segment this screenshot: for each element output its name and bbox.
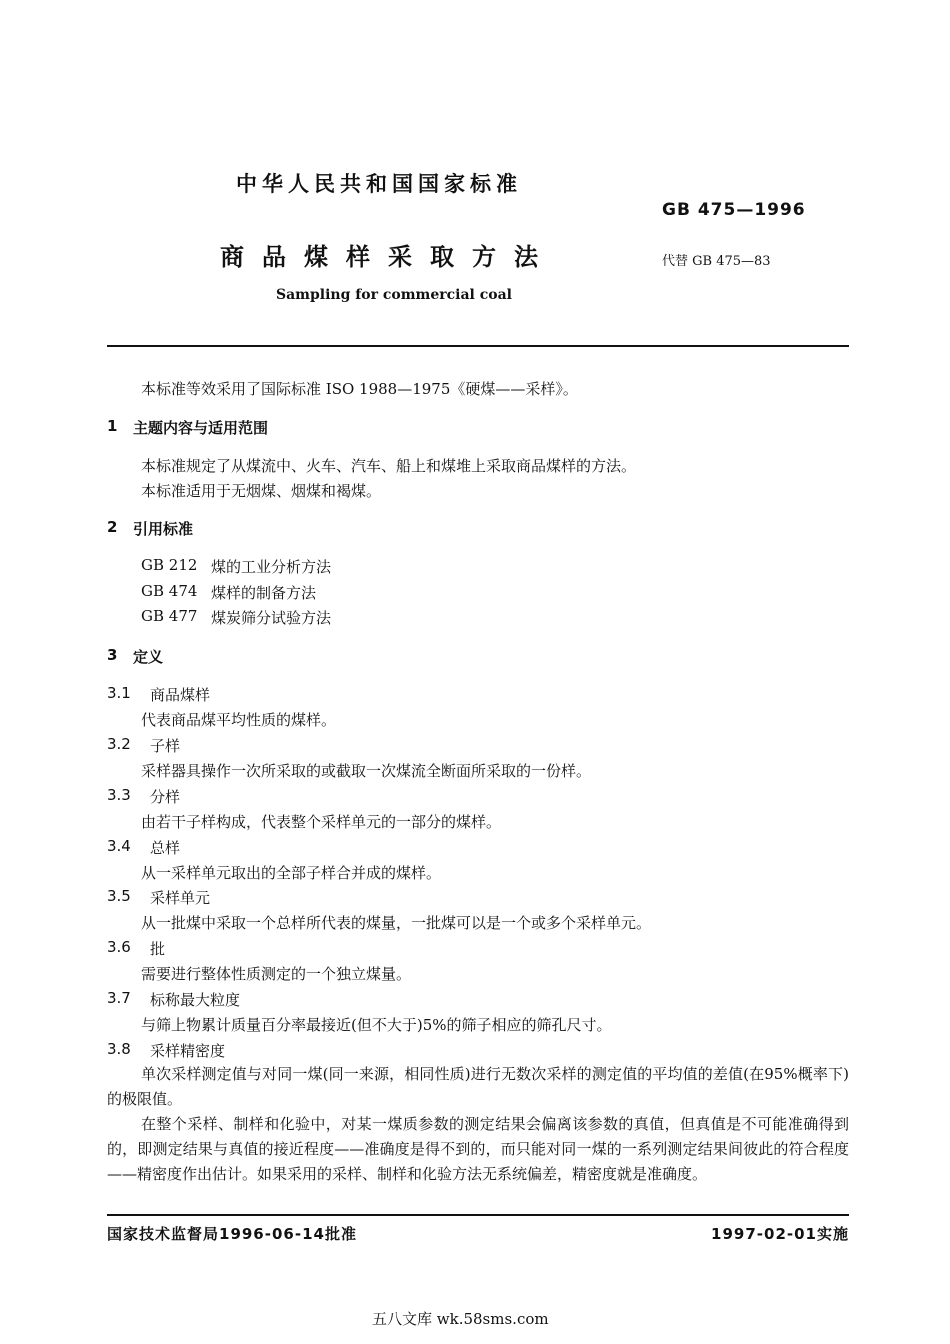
definition-number: 3.5: [107, 887, 131, 905]
definition-term: 分样: [150, 788, 181, 806]
ref-code: GB 477: [141, 607, 198, 625]
intro-text: 本标准等效采用了国际标准 ISO 1988—1975《硬煤——采样》。: [141, 380, 578, 398]
section-1-line: 本标准规定了从煤流中、火车、汽车、船上和煤堆上采取商品煤样的方法。: [141, 457, 637, 475]
definition-number: 3.4: [107, 837, 131, 855]
section-1-heading: 主题内容与适用范围: [133, 419, 269, 437]
definition-text: 采样器具操作一次所采取的或截取一次煤流全断面所采取的一份样。: [141, 762, 592, 780]
definition-text: 与筛上物累计质量百分率最接近(但不大于)5%的筛子相应的筛孔尺寸。: [141, 1016, 612, 1034]
definition-number: 3.2: [107, 735, 131, 753]
definition-text: 从一采样单元取出的全部子样合并成的煤样。: [141, 864, 442, 882]
definition-text: 由若干子样构成，代表整个采样单元的一部分的煤样。: [141, 813, 502, 831]
section-1-line: 本标准适用于无烟煤、烟煤和褐煤。: [141, 482, 382, 500]
watermark-text: 五八文库 wk.58sms.com: [372, 1310, 549, 1328]
english-title: Sampling for commercial coal: [276, 287, 513, 303]
definition-term: 标称最大粒度: [150, 991, 241, 1009]
ref-title: 煤炭筛分试验方法: [211, 609, 332, 627]
definition-term: 总样: [150, 839, 181, 857]
definition-number: 3.6: [107, 938, 131, 956]
definition-number: 3.3: [107, 786, 131, 804]
definition-text: 代表商品煤平均性质的煤样。: [141, 711, 337, 729]
section-2-heading: 引用标准: [133, 520, 194, 538]
ref-code: GB 212: [141, 556, 198, 574]
definition-term: 商品煤样: [150, 686, 211, 704]
definition-number: 3.1: [107, 684, 131, 702]
section-1-number: 1: [107, 417, 118, 435]
effective-date: 1997-02-01实施: [711, 1225, 849, 1243]
replaces-note: 代替 GB 475—83: [662, 254, 771, 269]
footer-rule: [107, 1214, 849, 1216]
org-title: 中华人民共和国国家标准: [236, 172, 522, 196]
document-title: 商品煤样采取方法: [220, 243, 556, 271]
definition-term: 子样: [150, 737, 181, 755]
ref-title: 煤样的制备方法: [211, 584, 317, 602]
approval-note: 国家技术监督局1996-06-14批准: [107, 1225, 357, 1243]
ref-code: GB 474: [141, 582, 198, 600]
definition-term: 批: [150, 940, 166, 958]
definition-number: 3.7: [107, 989, 131, 1007]
section-3-heading: 定义: [133, 648, 164, 666]
definition-text: 需要进行整体性质测定的一个独立煤量。: [141, 965, 412, 983]
header-rule: [107, 345, 849, 347]
definition-number: 3.8: [107, 1040, 131, 1058]
definition-term: 采样单元: [150, 889, 211, 907]
ref-title: 煤的工业分析方法: [211, 558, 332, 576]
definition-term: 采样精密度: [150, 1042, 226, 1060]
standard-number: GB 475—1996: [662, 200, 806, 220]
section-3-number: 3: [107, 646, 118, 664]
definition-paragraph: 在整个采样、制样和化验中，对某一煤质参数的测定结果会偏离该参数的真值，但真值是不可能准确得到的，即测定结果与真值的接近程度——准确度是得不到的，而只能对同一煤的一系列测定结果间彼此的符合程度——精密度作出估计。如果采用的采样、制样和化验方法无系统偏差，精密度就是准确度。: [107, 1115, 849, 1183]
section-2-number: 2: [107, 518, 118, 536]
definition-paragraph: 单次采样测定值与对同一煤(同一来源，相同性质)进行无数次采样的测定值的平均值的差值(在95%概率下)的极限值。: [107, 1065, 849, 1108]
definition-text: 从一批煤中采取一个总样所代表的煤量，一批煤可以是一个或多个采样单元。: [141, 914, 652, 932]
